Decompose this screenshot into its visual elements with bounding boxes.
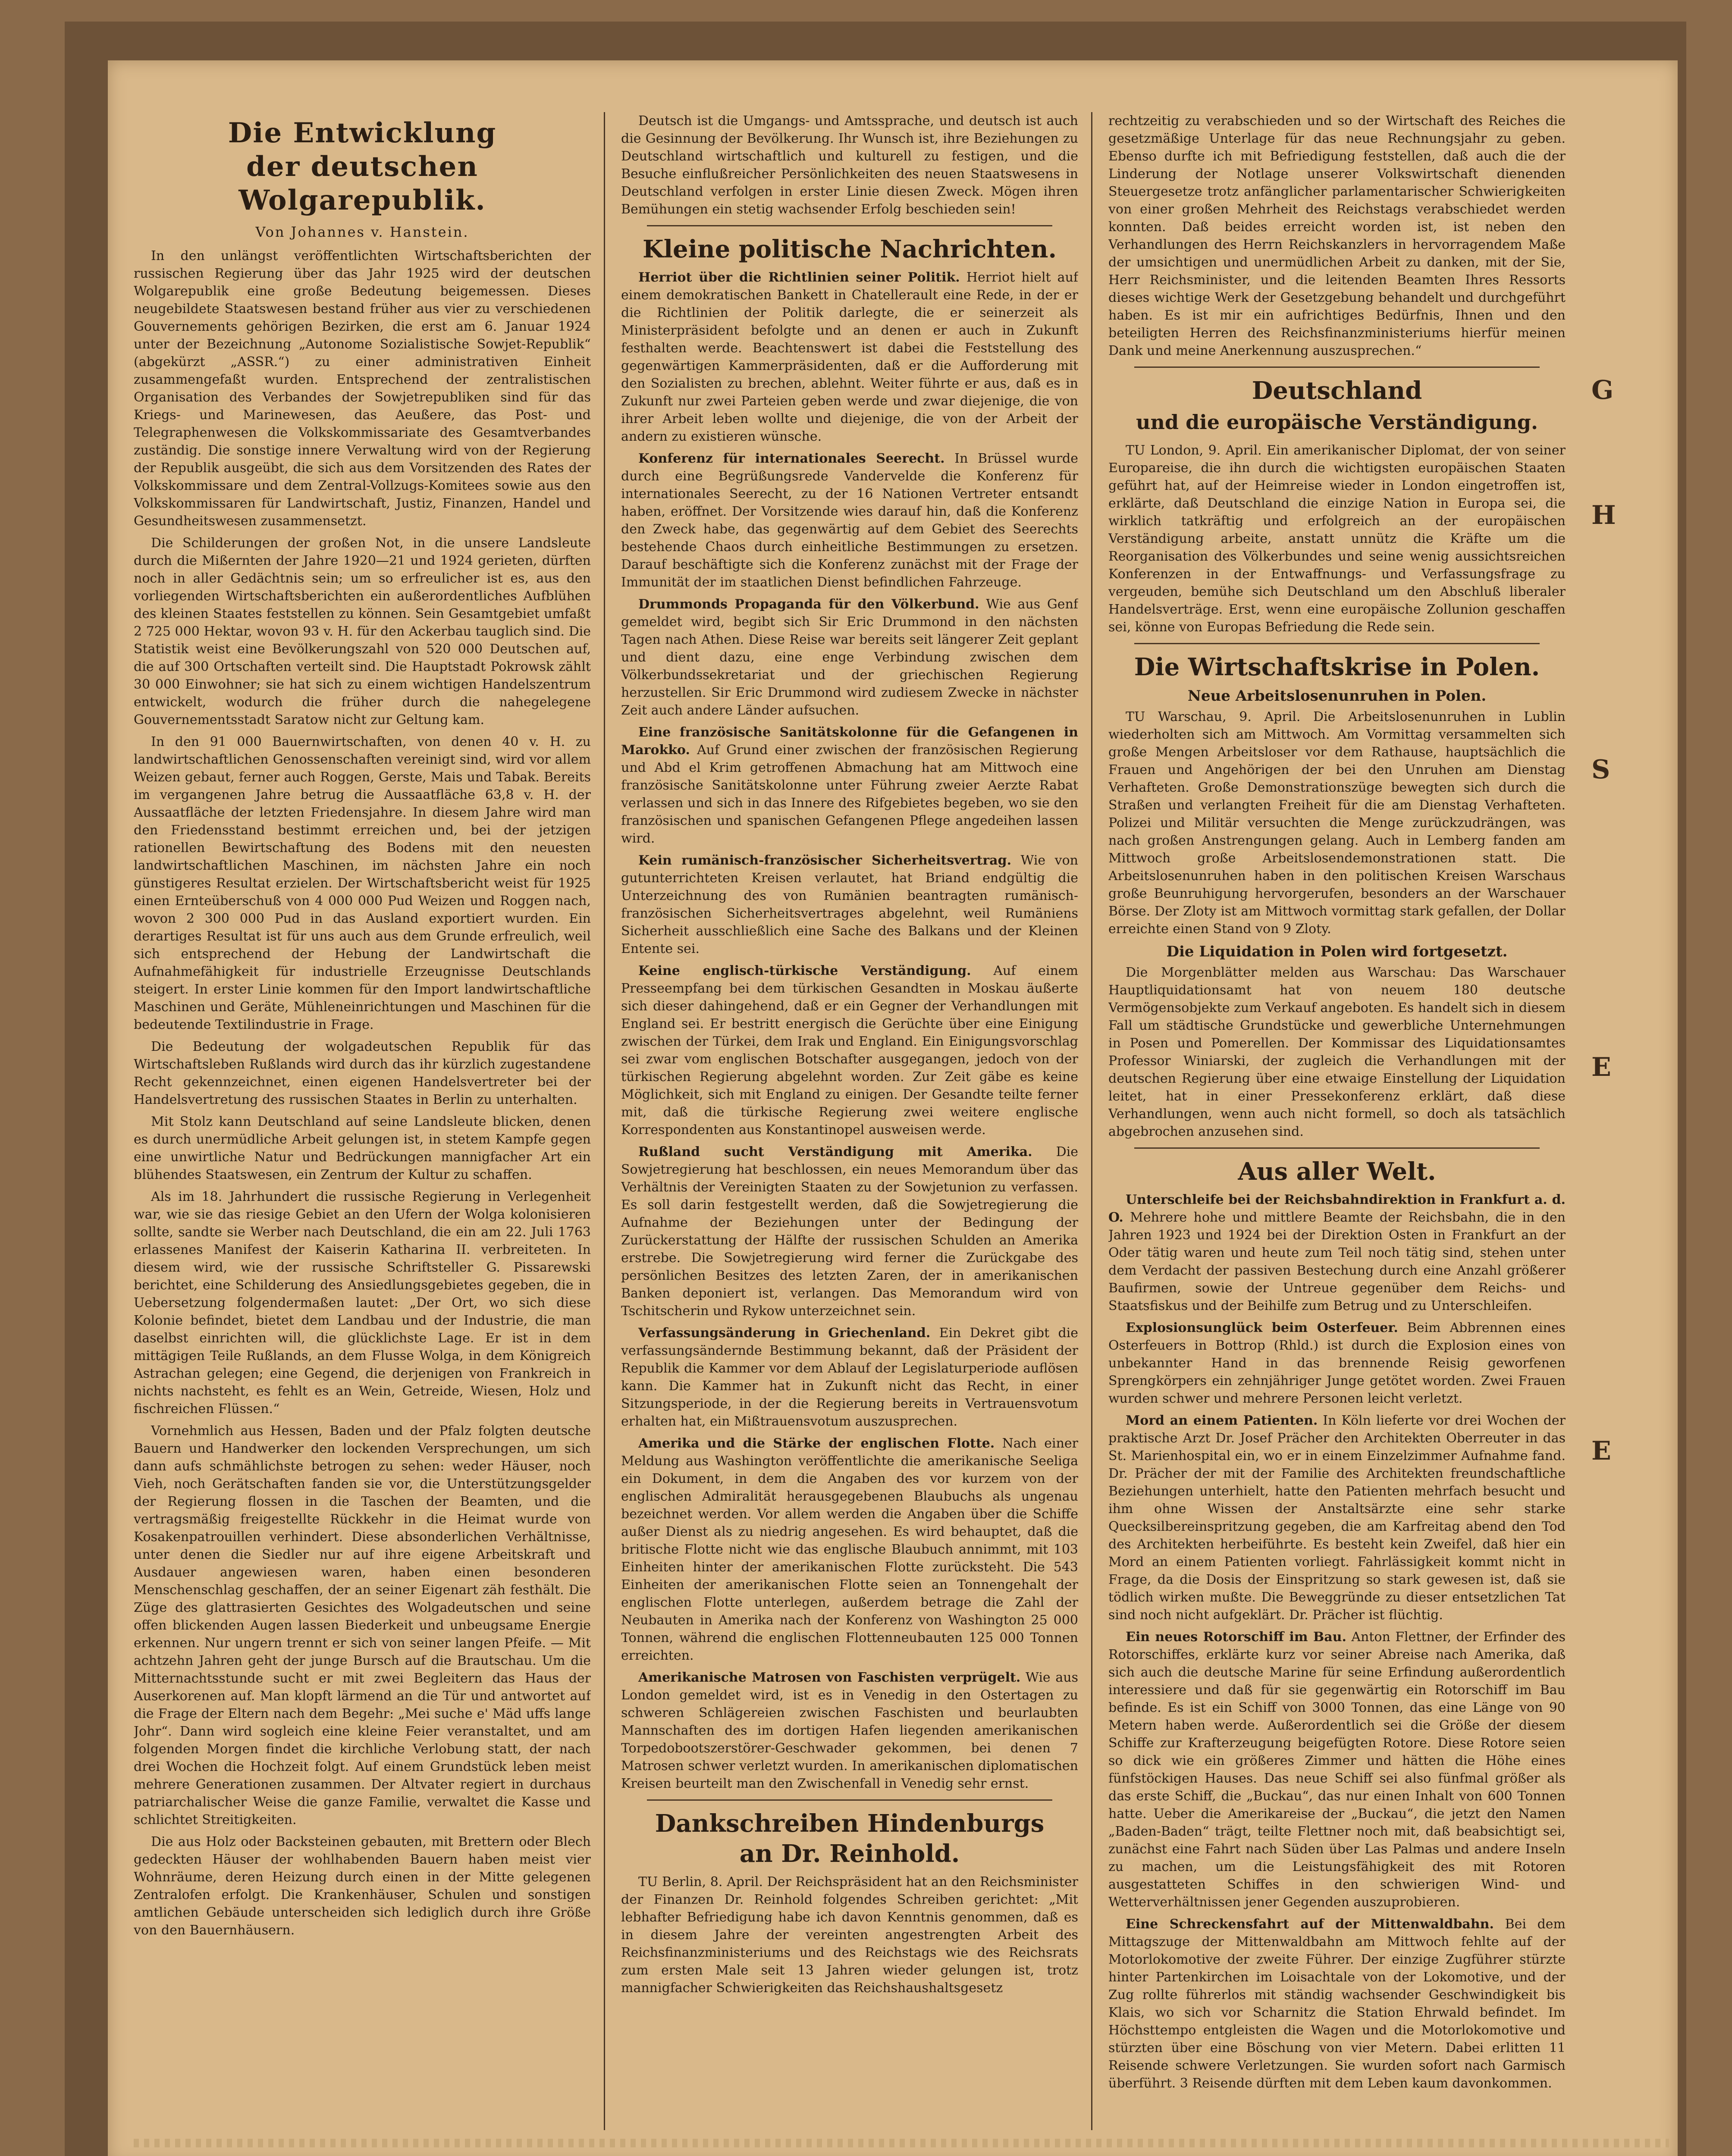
news-item-text: Auf einem Presseempfang bei dem türkischen Gesandten in Moskau äußerte sich dieser dahingehend, daß er ein Gegner der Verhandlungen mit England sei. Er bestritt energisch die Gerüchte über eine Einigung zwischen der Türkei, dem Irak und England. Ein Einigungsvorschlag sei zwar vom englischen Botschafter ausgegangen, jedoch von der türkischen Regierung abgelehnt worden. Zur Zeit gäbe es keine Möglichkeit, sich mit England zu einigen. Der Gesandte teilte ferner mit, daß die türkische Regierung zwei weitere englische Korrespondenten aus Konstantinopel ausweisen werde. [621,963,1078,1138]
news-item-text: Beim Abbrennen eines Osterfeuers in Bottrop (Rhld.) ist durch die Explosion eines von unbekannter Hand in das brennende Reisig geworfenen Sprengkörpers ein zehnjähriger Junge getötet worden. Zwei Frauen wurden schwer und mehrere Personen leicht verletzt. [1108,1320,1566,1406]
paragraph: Mit Stolz kann Deutschland auf seine Landsleute blicken, denen es durch unermüdliche Arbeit gelungen ist, in stetem Kampfe gegen eine unwirtliche Natur und Bedrückungen mannigfacher Art ein blühendes Staatswesen, ein Zentrum der Kultur zu schaffen. [134,1114,591,1182]
paragraph: Als im 18. Jahrhundert die russische Regierung in Verlegenheit war, wie sie das riesige Gebiet an den Ufern der Wolga kolonisieren sollte, sandte sie Werber nach Deutschland, die ein am 22. Juli 1763 erlassenes Manifest der Kaiserin Katharina II. verbreiteten. In diesem wird, wie der russische Schriftsteller G. Pissarewski berichtet, eine Schilderung des Ansiedlungsgebietes gegeben, die in Uebersetzung folgendermaßen lautet: „Der Ort, wo sich diese Kolonie befindet, bietet dem Landbau und der Industrie, die man daselbst einrichten will, die glücklichste Lage. Er ist in dem mittägigen Teile Rußlands, an dem Flusse Wolga, in dem Königreich Astrachan gelegen; eine Gegend, die derjenigen von Frankreich in nichts nachsteht, es fehlt es an Wein, Getreide, Wiesen, Holz und fischreichen Flüssen.“ [134,1189,591,1416]
section-title: Kleine politische Nachrichten. [643,235,1057,263]
paragraph: Die Schilderungen der großen Not, in die unsere Landsleute durch die Mißernten der Jahre 1920—21 und 1924 gerieten, dürften noch in aller Gedächtnis sein; um so erfreulicher ist es, aus den vorliegenden Wirtschaftsberichten ein außerordentliches Aufblühen des kleinen Staates feststellen zu können. Sein Gesamtgebiet umfaßt 2 725 000 Hektar, wovon 93 v. H. für den Ackerbau tauglich sind. Die Statistik weist eine Bevölkerungszahl von 520 000 Deutschen auf, die auf 300 Ortschaften verteilt sind. Die Hauptstadt Pokrowsk zählt 30 000 Einwohner; sie hat sich zu einem wichtigen Handelszentrum entwickelt, wodurch die früher durch die nahegelegene Gouvernementsstadt Saratow nicht zur Geltung kam. [134,536,591,727]
news-item-lead: Amerikanische Matrosen von Faschisten verprügelt. [638,1670,1021,1685]
divider [1134,367,1540,368]
news-item [621,269,1078,445]
adjacent-page-edge [1591,112,1678,2139]
subheading: Neue Arbeitslosenunruhen in Polen. [1187,687,1487,705]
edge-letter: S [1591,755,1610,785]
news-item [621,595,1078,719]
news-item-lead: Kein rumänisch-französischer Sicherheitsvertrag. [638,853,1012,868]
edge-letter: E [1591,1052,1611,1082]
news-items [621,269,1078,1792]
divider [647,1799,1052,1801]
subheading: Die Liquidation in Polen wird fortgesetzt. [1166,943,1508,960]
column-3 [1108,112,1566,2139]
news-item-text: In Brüssel wurde durch eine Begrüßungsrede Vandervelde die Konferenz für internationales Seerecht, zu der 16 Nationen Vertreter entsandt haben, eröffnet. Der Vorsitzende wies darauf hin, daß die Konferenz den Zweck habe, das gegenwärtig auf dem Gebiet des Seerechts bestehende Chaos durch einheitliche Bestimmungen zu ersetzen. Darauf beschäftigte sich die Konferenz zunächst mit der Frage der Immunität der im staatlichen Dienst befindlichen Fahrzeuge. [621,451,1078,590]
news-item-lead: Explosionsunglück beim Osterfeuer. [1126,1320,1398,1335]
news-item-lead: Unterschleife bei der Reichsbahndirektion in Frankfurt a. d. O. [1108,1192,1566,1225]
paragraph: Deutsch ist die Umgangs- und Amtssprache, und deutsch ist auch die Gesinnung der Bevölkerung. Ihr Wunsch ist, ihre Beziehungen zu Deutschland wirtschaftlich und kulturell zu festigen, und die Besuche einflußreicher Persönlichkeiten des neuen Staatswesens in Deutschland verfolgen in erster Linie diesen Zweck. Mögen ihren Bemühungen ein stetig wachsender Erfolg beschieden sein! [621,113,1078,217]
news-item-lead: Mord an einem Patienten. [1126,1413,1318,1428]
section-title-line: und die europäische Verständigung. [1136,411,1538,434]
section-title-line: Deutschland [1252,376,1422,405]
column-rule [1091,112,1092,2130]
news-item-text: Nach einer Meldung aus Washington veröffentlichte die amerikanische Seeliga ein Dokument, in dem die Angaben des vor kurzem von der englischen Admiralität herausgegebenen Blaubuchs als ungenau bezeichnet werden. Vor allem werden die Angaben über die Schiffe außer Dienst als zu niedrig angesehen. Es wird behauptet, daß die britische Flotte nicht wie das englische Blaubuch annimmt, mit 103 Einheiten hinter der amerikanischen Flotte zurücksteht. Die 543 Einheiten der amerikanischen Flotte seien an Tonnengehalt der englischen Flotte unterlegen, außerdem betrage die Zahl der Neubauten in Amerika nach der Konferenz von Washington 25 000 Tonnen, während die englischen Flottenneubauten 125 000 Tonnen erreichten. [621,1436,1078,1663]
news-item-lead: Eine Schreckensfahrt auf der Mittenwaldbahn. [1126,1917,1494,1932]
news-item-lead: Herriot über die Richtlinien seiner Politik. [638,270,960,285]
paragraph: Die Morgenblätter melden aus Warschau: Das Warschauer Hauptliquidationsamt hat von neuem 180 deutsche Vermögensobjekte zum Verkauf angeboten. Es handelt sich in diesem Fall um städtische Grundstücke und gewerbliche Unternehmungen in Posen und Pomerellen. Der Kommissar des Liquidationsamtes Professor Winiarski, der zugleich die Verhandlungen mit der deutschen Regierung über eine etwaige Einstellung der Liquidation leitet, hat in einer Pressekonferenz erklärt, daß diese Verhandlungen, wenn auch nicht formell, so doch als tatsächlich abgebrochen anzusehen sind. [1108,965,1566,1139]
edge-letter: E [1591,1436,1611,1466]
news-item-text: Anton Flettner, der Erfinder des Rotorschiffes, erklärte kurz vor seiner Abreise nach Amerika, daß sich auch die deutsche Marine für seine Erfindung außerordentlich interessiere und daß für sie gegenwärtig ein Rotorschiff im Bau befinde. Es ist ein Schiff von 3000 Tonnen, das eine Länge von 90 Metern haben werde. Außerordentlich sei die Größe der diesem Schiffe zur Krafterzeugung beigefügten Rotore. Diese Rotore seien so dick wie ein größeres Zimmer und hätten die Höhe eines fünfstöckigen Hauses. Das neue Schiff sei also fünfmal größer als das erste Schiff, die „Buckau“, das nur einen Inhalt von 600 Tonnen hatte. Ueber die Amerikareise der „Buckau“, die jetzt den Namen „Baden-Baden“ trägt, teilte Flettner noch mit, daß beabsichtigt sei, zunächst eine Fahrt nach Süden über Las Palmas und andere Inseln zu machen, um die Leistungsfähigkeit des mit Rotoren ausgestatteten Schiffes in den schwierigen Wind- und Wetterverhältnissen jener Gegenden auszuprobieren. [1108,1630,1566,1910]
news-item-lead: Rußland sucht Verständigung mit Amerika. [638,1144,1032,1159]
paragraph: Vornehmlich aus Hessen, Baden und der Pfalz folgten deutsche Bauern und Handwerker den lockenden Versprechungen, um sich dann aufs schmählichste betrogen zu sehen: weder Häuser, noch Vieh, noch Gerätschaften fanden sie vor, die Unterstützungsgelder der Regierung flossen in die Taschen der Beamten, und die vertragsmäßig freigestellte Rückkehr in die Heimat wurde von Kosakenpatrouillen verhindert. Diese absonderlichen Verhältnisse, unter denen die Siedler nur auf ihre eigene Arbeitskraft und Ausdauer angewiesen waren, haben einen besonderen Menschenschlag geschaffen, der an seiner Eigenart zäh festhält. Die Züge des glattrasierten Gesichtes des Wolgadeutschen und seine offen blickenden Augen lassen Biederkeit und unbeugsame Energie erkennen. Nur ungern trennt er sich von seiner langen Pfeife. — Mit achtzehn Jahren geht der junge Bursch auf die Brautschau. Um die Mitternachtsstunde sucht er mit zwei Begleitern das Haus der Auserkorenen auf. Man klopft lärmend an die Tür und antwortet auf die Frage der Eltern nach dem Begehr: „Mei suche e' Mäd uffs lange Johr“. Dann wird sogleich eine kleine Feier veranstaltet, und am folgenden Morgen findet die kirchliche Verlobung statt, der nach drei Wochen die Hochzeit folgt. Auf einem Grundstück leben meist mehrere Generationen zusammen. Der Altvater regiert in durchaus patriarchalischer Weise die ganze Familie, verwaltet die Kasse und schlichtet Streitigkeiten. [134,1423,591,1827]
news-item [621,1435,1078,1664]
news-item-lead: Konferenz für internationales Seerecht. [638,451,945,466]
news-item-text: Wie aus London gemeldet wird, ist es in Venedig in den Ostertagen zu schweren Schlägereien zwischen Faschisten und beurlaubten Mannschaften des im dortigen Hafen liegenden amerikanischen Torpedobootszerstörer-Geschwader gekommen, bei denen 7 Matrosen schwer verletzt wurden. In amerikanischen diplomatischen Kreisen beurteilt man den Zwischenfall in Venedig sehr ernst. [621,1670,1078,1791]
news-item [1108,1915,1566,2092]
news-item [621,1324,1078,1430]
article-title-line: Die Entwicklung [228,117,497,149]
news-item-text: Wie aus Genf gemeldet wird, begibt sich Sir Eric Drummond in den nächsten Tagen nach Athen. Diese Reise war bereits seit längerer Zeit geplant und dient dazu, eine enge Verbindung zwischen dem Völkerbundssekretariat und der griechischen Regierung herzustellen. Sir Eric Drummond wird zudiesem Zwecke in nächster Zeit auch andere Länder aufsuchen. [621,597,1078,718]
paragraph: In den 91 000 Bauernwirtschaften, von denen 40 v. H. zu landwirtschaftlichen Genossenschaften vereinigt sind, wird vor allem Weizen gebaut, ferner auch Roggen, Gerste, Mais und Tabak. Bereits im vergangenen Jahre betrug die Aussaatfläche 63,8 v. H. der Aussaatfläche der letzten Friedensjahre. In diesem Jahre wird man den Friedensstand bestimmt erreichen und, bei der jetzigen rationellen Bewirtschaftung des Bodens mit den neuesten landwirtschaftlichen Maschinen, im nächsten Jahre ein noch günstigeres Resultat erzielen. Der Wirtschaftsbericht weist für 1925 einen Ernteüberschuß von 4 000 000 Pud Weizen und Roggen nach, wovon 2 300 000 Pud in das Ausland exportiert wurden. Ein derartiges Resultat ist für uns auch aus dem Grunde erfreulich, weil sich entsprechend der Hebung der Landwirtschaft die Aufnahmefähigkeit für industrielle Erzeugnisse Deutschlands steigert. In erster Linie kommen für den Import landwirtschaftliche Maschinen und Geräte, Mühleneinrichtungen und Maschinen für die bedeutende Textilindustrie in Frage. [134,734,591,1032]
news-item [1108,1191,1566,1315]
news-item [621,450,1078,591]
paragraph: TU Berlin, 8. April. Der Reichspräsident hat an den Reichsminister der Finanzen Dr. Reinhold folgendes Schreiben gerichtet: „Mit lebhafter Befriedigung habe ich davon Kenntnis genommen, daß es in diesem Jahre der vereinten angestrengten Arbeit des Reichsfinanzministeriums und des Reichstags wie des Reichsrats zum ersten Male seit 13 Jahren wieder gelungen ist, trotz mannigfacher Schwierigkeiten das Reichshaushaltsgesetz [621,1874,1078,1996]
paragraph: rechtzeitig zu verabschieden und so der Wirtschaft des Reiches die gesetzmäßige Unterlage für das neue Rechnungsjahr zu geben. Ebenso durfte ich mit Befriedigung feststellen, daß auch die der Linderung der Notlage unserer Volkswirtschaft dienenden Steuergesetze trotz anfänglicher parlamentarischer Schwierigkeiten von einer großen Mehrheit des Reichstags verabschiedet werden konnten. Daß beides erreicht worden ist, ist neben den Verhandlungen des Herrn Reichskanzlers in hervorragendem Maße der umsichtigen und unermüdlichen Arbeit zu danken, mit der Sie, Herr Reichsminister, und die leitenden Beamten Ihres Ressorts dieses wichtige Werk der Gesetzgebung behandelt und durchgeführt haben. Es ist mir ein aufrichtiges Bedürfnis, Ihnen und den beteiligten Herren des Reichsfinanzministeriums hierfür meinen Dank und meine Anerkennung auszusprechen.“ [1108,113,1566,358]
edge-letter: G [1591,375,1614,405]
news-item-text: Herriot hielt auf einem demokratischen Bankett in Chatellerault eine Rede, in der er die Richtlinien der Politik darlegte, die er seinerzeit als Ministerpräsident befolgte und an denen er auch in Zukunft festhalten werde. Beachtenswert ist dabei die Feststellung des gegenwärtigen Kammerpräsidenten, daß er die Aufforderung mit den Sozialisten zu brechen, ablehnt. Weiter führte er aus, daß es in Zukunft nur zwei Parteien geben werde und zwar diejenige, die von ihrer Arbeit leben wollte und diejenige, die von der Arbeit der andern zu existieren wünsche. [621,270,1078,444]
news-item-lead: Amerika und die Stärke der englischen Flotte. [638,1436,995,1451]
news-item-text: Bei dem Mittagszuge der Mittenwaldbahn am Mittwoch fehlte auf der Motorlokomotive der zweite Führer. Der einzige Zugführer stürzte hinter Partenkirchen im Loisachtale von der Lokomotive, und der Zug rollte führerlos mit ständig wachsender Geschwindigkeit bis Klais, wo sich vor Scharnitz die Station Ehrwald befindet. Im Höchsttempo entgleisten die Wagen und die Motorlokomotive und stürzten über eine Böschung von vier Metern. Dabei erlitten 11 Reisende schwere Verletzungen. Sie wurden sofort nach Garmisch überführt. 3 Reisende dürften mit dem Leben kaum davonkommen. [1108,1917,1566,2091]
news-item-lead: Verfassungsänderung in Griechenland. [638,1326,931,1341]
news-item-lead: Keine englisch-türkische Verständigung. [638,963,971,978]
paragraph: In den unlängst veröffentlichten Wirtschaftsberichten der russischen Regierung über das Jahr 1925 wird der deutschen Wolgarepublik eine große Bedeutung beigemessen. Dieses neugebildete Staatswesen bestand früher aus vier zu verschiedenen Gouvernements gehörigen Bezirken, die erst am 6. Januar 1924 unter der Bezeichnung „Autonome Sozialistische Sowjet-Republik“ (abgekürzt „ASSR.“) zu einer administrativen Einheit zusammengefaßt wurden. Entsprechend der zentralistischen Organisation des Verbandes der Sowjetrepubliken sind für das Kriegs- und Marinewesen, das Aeußere, das Post- und Telegraphenwesen die Volkskommissariate des Gesamtverbandes zuständig. Die sonstige innere Verwaltung wird von der Regierung der Republik ausgeübt, die sich aus dem Vorsitzenden des Rates der Volkskommissare und dem Zentral-Vollzugs-Komitees sowie aus den Volkskommissaren für Landwirtschaft, Justiz, Finanzen, Handel und Gesundheitswesen zusammensetzt. [134,248,591,529]
news-item [1108,1319,1566,1407]
divider [1134,643,1540,644]
section-title-line: an Dr. Reinhold. [739,1839,960,1868]
news-item-text: Die Sowjetregierung hat beschlossen, ein neues Memorandum über das Verhältnis der Vereinigten Staaten zu der Sowjetunion zu verfassen. Es soll darin festgestellt werden, daß die Sowjetregierung die Aufnahme der Beziehungen unter der Bedingung der Zurückerstattung der Hälfte der russischen Schulden an Amerika erstrebe. Die Sowjetregierung wird ferner die Zurückgabe des persönlichen Besitzes des letzten Zaren, der in amerikanischen Banken deponiert ist, verlangen. Das Memorandum wird von Tschitscherin und Rykow unterzeichnet sein. [621,1144,1078,1319]
divider [647,225,1052,226]
section-title-line: Dankschreiben Hindenburgs [655,1809,1045,1838]
edge-letter: H [1591,500,1616,530]
column-2 [621,112,1078,2139]
paragraph: TU London, 9. April. Ein amerikanischer Diplomat, der von seiner Europareise, die ihn durch die wichtigsten europäischen Staaten geführt hat, auf der Heimreise wieder in London eingetroffen ist, erklärte, daß Deutschland die einzige Nation in Europa sei, die wirklich tatkräftig und erfolgreich an der europäischen Verständigung arbeite, anstatt unnütz die Kräfte um die Reorganisation des Völkerbundes und seine wenig aussichtsreichen Konferenzen in der Entwaffnungs- und Verfassungsfrage zu vergeuden, bemühe sich Deutschland um den Abschluß liberaler Handelsverträge. Erst, wenn eine europäische Zollunion geschaffen sei, könne von Europas Befriedung die Rede sein. [1108,443,1566,635]
paragraph: TU Warschau, 9. April. Die Arbeitslosenunruhen in Lublin wiederholten sich am Mittwoch. Am Vormittag versammelten sich große Mengen Arbeitsloser vor dem Rathause, hauptsächlich die Frauen und Angehörigen der bei den Unruhen am Dienstag Verhafteten. Große Demonstrationszüge bewegten sich durch die Straßen und verlangten Freiheit für die am Dienstag Verhafteten. Polizei und Militär versuchten die Menge zurückzudrängen, was nach großen Anstrengungen gelang. Auch in Lemberg fanden am Mittwoch große Arbeitslosendemonstrationen statt. Die Arbeitslosenunruhen haben in den politischen Kreisen Warschaus große Beunruhigung hervorgerufen, besonders an der Warschauer Börse. Der Zloty ist am Mittwoch vormittag stark gefallen, der Dollar erreichte einen Stand von 9 Zloty. [1108,709,1566,937]
section-title [1108,376,1566,437]
column-rule [604,112,605,2130]
news-item-lead: Eine französische Sanitätskolonne für die Gefangenen in Marokko. [621,725,1078,758]
news-item [621,852,1078,958]
divider [1134,1147,1540,1149]
column-1 [134,112,591,2139]
news-item [1108,1628,1566,1911]
section-title: Die Wirtschaftskrise in Polen. [1134,653,1540,681]
paper-edge [134,2139,1669,2147]
article-title [134,116,591,217]
news-item-text: Mehrere hohe und mittlere Beamte der Reichsbahn, die in den Jahren 1923 und 1924 bei der Direktion Osten in Frankfurt an der Oder tätig waren und heute zum Teil noch tätig sind, stehen unter dem Verdacht der passiven Bestechung durch eine Anzahl größerer Baufirmen, sowie der Untreue gegenüber dem Reichs- und Staatsfiskus und der Beihilfe zum Betrug und zu Unterschleifen. [1108,1210,1566,1313]
paragraph: Die aus Holz oder Backsteinen gebauten, mit Brettern oder Blech gedeckten Häuser der wohlhabenden Bauern haben meist vier Wohnräume, deren Heizung durch einen in der Mitte gelegenen Zentralofen erfolgt. Die Krankenhäuser, Schulen und sonstigen amtlichen Gebäude unterscheiden sich lediglich durch ihre Größe von den Bauernhäusern. [134,1834,591,1938]
news-item [1108,1412,1566,1624]
news-item-text: Auf Grund einer zwischen der französischen Regierung und Abd el Krim getroffenen Abmachung hat am Mittwoch eine französische Sanitätskolonne unter Führung zweier Aerzte Rabat verlassen und sich in das Innere des Rifgebietes begeben, wo sie den französischen und spanischen Gefangenen Pflege angedeihen lassen wird. [621,743,1078,846]
news-items [1108,1191,1566,2092]
news-item-text: In Köln lieferte vor drei Wochen der praktische Arzt Dr. Josef Prächer den Architekten Oberreuter in das St. Marienhospital ein, wo er in einem Einzelzimmer Aufnahme fand. Dr. Prächer der mit der Familie des Architekten freundschaftliche Beziehungen unterhielt, hatte den Patienten mehrfach besucht und ihm ohne Wissen der Anstaltsärzte eine sehr starke Quecksilbereinspritzung gegeben, die am Karfreitag abend den Tod des Architekten herbeiführte. Es besteht kein Zweifel, daß hier ein Mord an einem Patienten vorliegt. Fahrlässigkeit kommt nicht in Frage, da die Dosis der Einspritzung so stark gewesen ist, daß sie tödlich wirken mußte. Die Beweggründe zu dieser entsetzlichen Tat sind noch nicht aufgeklärt. Dr. Prächer ist flüchtig. [1108,1413,1566,1623]
news-item [621,1143,1078,1320]
news-item-text: Ein Dekret gibt die verfassungsändernde Bestimmung bekannt, daß der Präsident der Republik die Kammer vor dem Ablauf der Legislaturperiode auflösen kann. Die Kammer hat in Zukunft nicht das Recht, in einer Sitzungsperiode, in der die Regierung bereits in Vertrauensvotum erhalten hat, ein Mißtrauensvotum auszusprechen. [621,1326,1078,1429]
paragraph: Die Bedeutung der wolgadeutschen Republik für das Wirtschaftsleben Rußlands wird durch das ihr kürzlich zugestandene Recht gekennzeichnet, einen eigenen Handelsvertreter bei der Handelsvertretung des russischen Staates in Berlin zu unterhalten. [134,1039,591,1107]
section-title: Aus aller Welt. [1238,1157,1436,1186]
section-title [621,1808,1078,1869]
news-item-lead: Ein neues Rotorschiff im Bau. [1126,1630,1346,1645]
newspaper-page [108,60,1678,2156]
news-item [621,724,1078,847]
news-item-lead: Drummonds Propaganda für den Völkerbund. [638,597,979,612]
byline: Von Johannes v. Hanstein. [255,224,469,240]
news-item-text: Wie von gutunterrichteten Kreisen verlautet, hat Briand endgültig die Unterzeichnung des von Rumänien beantragten rumänisch-französischen Sicherheitsvertrages abgelehnt, weil Rumäniens Sicherheit ausschließlich eine Sache des Balkans und der Kleinen Entente sei. [621,853,1078,956]
article-title-line: der deutschen Wolgarepublik. [238,150,486,216]
news-item [621,962,1078,1139]
news-item [621,1669,1078,1792]
